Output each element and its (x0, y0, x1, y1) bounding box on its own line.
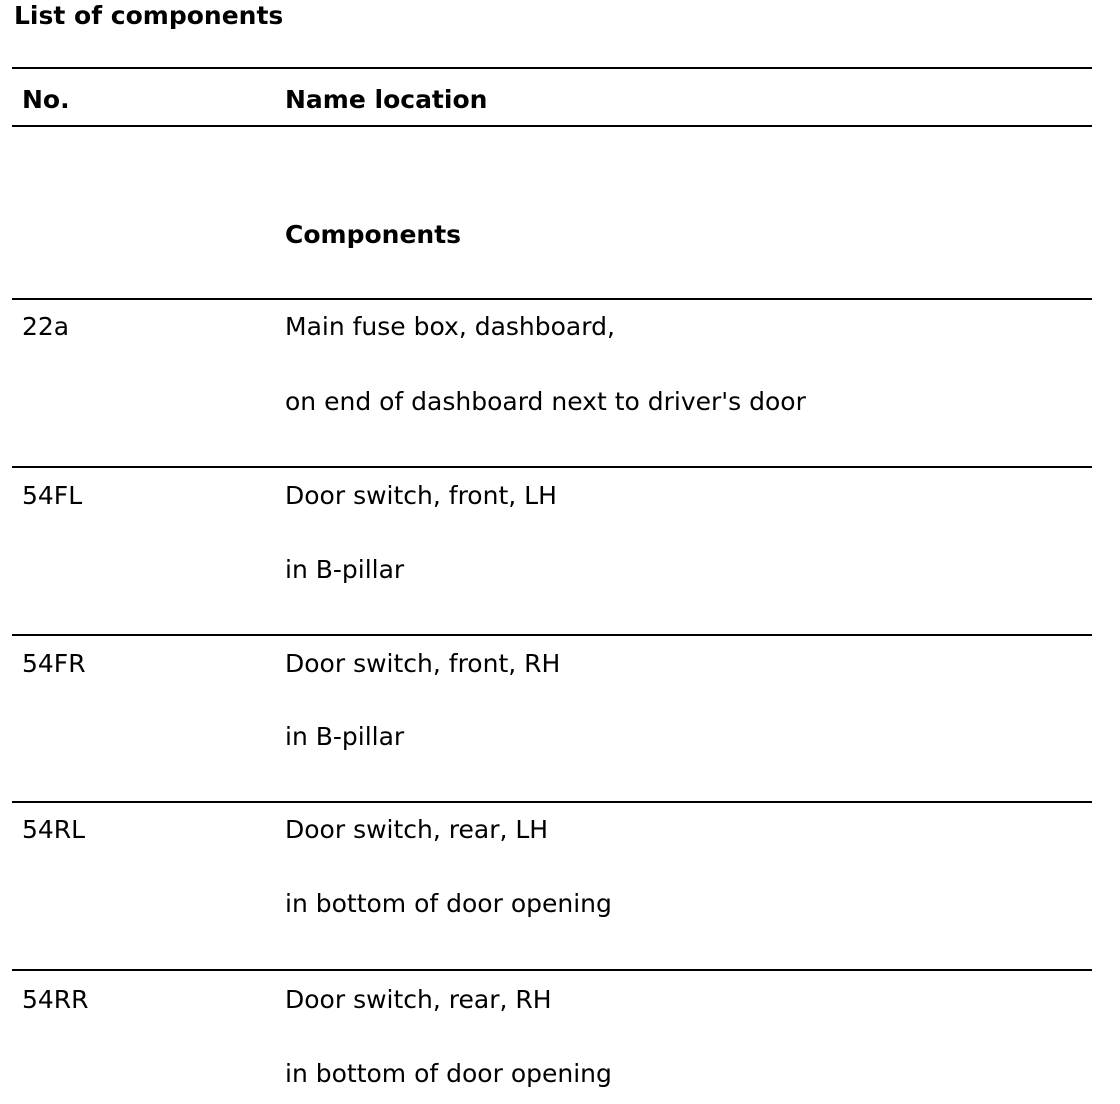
row-name: Door switch, rear, LH (285, 815, 549, 844)
row-rule (12, 801, 1092, 803)
row-rule (12, 969, 1092, 971)
row-name: Door switch, front, LH (285, 481, 557, 510)
row-number: 54FL (22, 481, 83, 510)
row-name: Door switch, rear, RH (285, 985, 552, 1014)
row-number: 54RR (22, 985, 89, 1014)
section-heading: Components (285, 220, 462, 249)
row-location: on end of dashboard next to driver's door (285, 387, 806, 416)
row-rule (12, 298, 1092, 300)
header-name-location: Name location (285, 85, 488, 114)
row-name: Main fuse box, dashboard, (285, 312, 615, 341)
header-bottom-rule (12, 125, 1092, 127)
row-location: in B-pillar (285, 722, 405, 751)
row-rule (12, 634, 1092, 636)
row-number: 22a (22, 312, 70, 341)
row-location: in bottom of door opening (285, 889, 612, 918)
row-name: Door switch, front, RH (285, 649, 561, 678)
row-location: in B-pillar (285, 555, 405, 584)
row-number: 54RL (22, 815, 86, 844)
table-top-rule (12, 67, 1092, 69)
header-no: No. (22, 85, 70, 114)
page-title: List of components (14, 1, 284, 30)
row-number: 54FR (22, 649, 86, 678)
row-rule (12, 466, 1092, 468)
row-location: in bottom of door opening (285, 1059, 612, 1088)
